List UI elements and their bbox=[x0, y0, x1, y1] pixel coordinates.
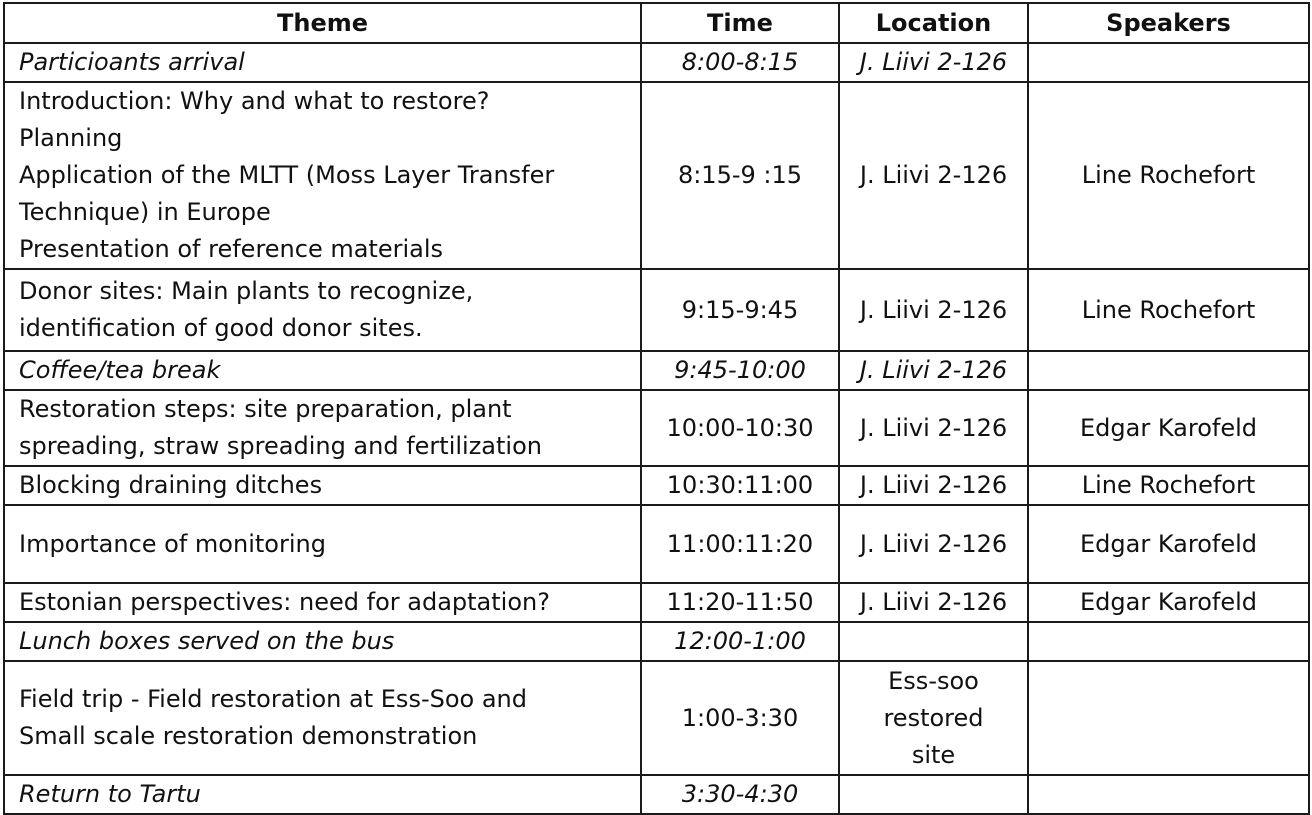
speakers-cell bbox=[1028, 622, 1309, 661]
location-line: site bbox=[911, 740, 956, 769]
speakers-cell bbox=[1028, 661, 1309, 775]
theme-line: Technique) in Europe bbox=[19, 198, 271, 226]
location-line: Ess-soo bbox=[888, 666, 979, 695]
location-line: J. Liivi 2-126 bbox=[859, 413, 1008, 442]
time-cell: 1:00-3:30 bbox=[641, 661, 839, 775]
location-cell bbox=[839, 43, 1028, 82]
table-row bbox=[4, 43, 1309, 82]
theme-header: Theme bbox=[4, 3, 641, 43]
table-row bbox=[4, 390, 1309, 466]
theme-cell bbox=[4, 505, 641, 583]
location-cell bbox=[839, 269, 1028, 351]
theme-line: Introduction: Why and what to restore? bbox=[19, 87, 490, 115]
time-cell: 11:00:11:20 bbox=[641, 505, 839, 583]
location-line: J. Liivi 2-126 bbox=[859, 295, 1008, 324]
table-row bbox=[4, 466, 1309, 505]
header-row bbox=[4, 3, 1309, 43]
location-line: J. Liivi 2-126 bbox=[859, 588, 1008, 616]
theme-cell bbox=[4, 351, 641, 390]
theme-cell bbox=[4, 43, 641, 82]
theme-cell bbox=[4, 661, 641, 775]
time-cell: 8:00-8:15 bbox=[641, 43, 839, 82]
time-cell: 10:30:11:00 bbox=[641, 466, 839, 505]
time-cell: 9:15-9:45 bbox=[641, 269, 839, 351]
location-header: Location bbox=[839, 3, 1028, 43]
theme-line: Return to Tartu bbox=[19, 780, 201, 808]
speakers-header: Speakers bbox=[1028, 3, 1309, 43]
location-line: J. Liivi 2-126 bbox=[859, 529, 1008, 558]
location-cell bbox=[839, 505, 1028, 583]
theme-line: Estonian perspectives: need for adaptation? bbox=[19, 588, 550, 616]
location-line: J. Liivi 2-126 bbox=[859, 48, 1008, 76]
location-line: J. Liivi 2-126 bbox=[859, 161, 1008, 189]
time-header: Time bbox=[641, 3, 839, 43]
theme-line: Field trip - Field restoration at Ess-Soo and bbox=[19, 685, 527, 713]
theme-line: Lunch boxes served on the bus bbox=[19, 627, 395, 655]
location-line: J. Liivi 2-126 bbox=[859, 471, 1008, 499]
speakers-cell: Line Rochefort bbox=[1028, 269, 1309, 351]
theme-cell bbox=[4, 82, 641, 269]
location-cell bbox=[839, 466, 1028, 505]
table-row bbox=[4, 269, 1309, 351]
location-cell bbox=[839, 622, 1028, 661]
time-cell: 11:20-11:50 bbox=[641, 583, 839, 622]
schedule-table bbox=[3, 2, 1310, 815]
theme-line: Blocking draining ditches bbox=[19, 471, 323, 499]
theme-line: Importance of monitoring bbox=[19, 529, 326, 558]
theme-line: spreading, straw spreading and fertilization bbox=[19, 432, 542, 460]
location-cell bbox=[839, 775, 1028, 814]
theme-cell bbox=[4, 775, 641, 814]
table-row bbox=[4, 351, 1309, 390]
table-row bbox=[4, 583, 1309, 622]
table-row bbox=[4, 661, 1309, 775]
table-row bbox=[4, 82, 1309, 269]
table-row bbox=[4, 622, 1309, 661]
theme-cell bbox=[4, 466, 641, 505]
location-cell bbox=[839, 351, 1028, 390]
location-cell bbox=[839, 583, 1028, 622]
theme-line: Small scale restoration demonstration bbox=[19, 722, 478, 750]
speakers-cell bbox=[1028, 43, 1309, 82]
table-row bbox=[4, 775, 1309, 814]
theme-line: Coffee/tea break bbox=[19, 356, 221, 384]
theme-line: Donor sites: Main plants to recognize, bbox=[19, 277, 474, 305]
theme-line: Particioants arrival bbox=[19, 48, 245, 76]
location-cell bbox=[839, 661, 1028, 775]
theme-cell bbox=[4, 390, 641, 466]
schedule-body bbox=[4, 43, 1309, 814]
time-cell: 3:30-4:30 bbox=[641, 775, 839, 814]
theme-line: Planning bbox=[19, 124, 123, 152]
theme-cell bbox=[4, 583, 641, 622]
time-cell: 8:15-9 :15 bbox=[641, 82, 839, 269]
theme-cell bbox=[4, 622, 641, 661]
location-cell bbox=[839, 82, 1028, 269]
location-cell bbox=[839, 390, 1028, 466]
theme-cell bbox=[4, 269, 641, 351]
speakers-cell: Edgar Karofeld bbox=[1028, 505, 1309, 583]
theme-line: identification of good donor sites. bbox=[19, 314, 423, 342]
speakers-cell: Line Rochefort bbox=[1028, 82, 1309, 269]
theme-line: Application of the MLTT (Moss Layer Transfer bbox=[19, 161, 555, 189]
time-cell: 9:45-10:00 bbox=[641, 351, 839, 390]
time-cell: 10:00-10:30 bbox=[641, 390, 839, 466]
theme-line: Presentation of reference materials bbox=[19, 235, 444, 263]
location-line: J. Liivi 2-126 bbox=[859, 356, 1008, 384]
speakers-cell: Line Rochefort bbox=[1028, 466, 1309, 505]
theme-line: Restoration steps: site preparation, plant bbox=[19, 395, 512, 423]
speakers-cell bbox=[1028, 351, 1309, 390]
location-line: restored bbox=[883, 703, 984, 732]
table-row bbox=[4, 505, 1309, 583]
time-cell: 12:00-1:00 bbox=[641, 622, 839, 661]
speakers-cell: Edgar Karofeld bbox=[1028, 583, 1309, 622]
speakers-cell bbox=[1028, 775, 1309, 814]
speakers-cell: Edgar Karofeld bbox=[1028, 390, 1309, 466]
